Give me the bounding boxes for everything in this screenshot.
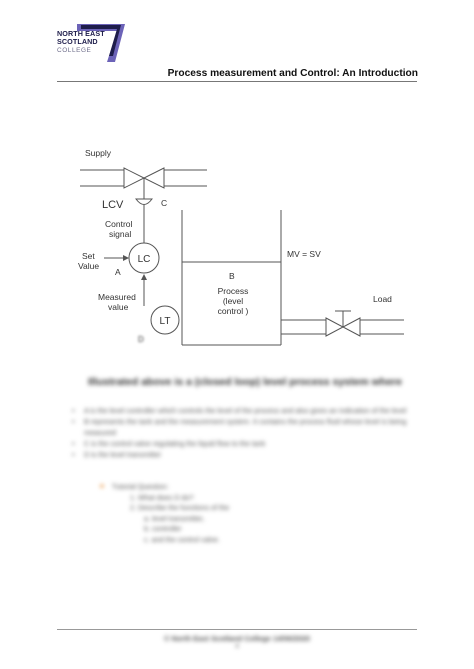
tutorial-sub-a: a. level transmitter, [144, 513, 205, 523]
diagram-caption: Illustrated above is a (closed loop) level process system where [88, 376, 402, 388]
label-control-signal-2: signal [109, 229, 132, 239]
tutorial-heading: ■ Tutorial Question: [100, 482, 229, 493]
label-supply: Supply [85, 148, 111, 158]
label-c: C [161, 198, 168, 208]
label-process-1: Process [217, 286, 249, 296]
label-lcv: LCV [102, 199, 124, 211]
tutorial-question [100, 482, 229, 546]
label-measured-value-1: Measured [98, 292, 136, 302]
list-item: • C is the control valve regulating the liquid flow to the tank [72, 438, 417, 449]
label-set-value-1: Set [82, 251, 95, 261]
tutorial-q1: 1. What does D do? [130, 492, 194, 502]
measured-value-arrow [141, 274, 147, 306]
logo-line-3: COLLEGE [57, 46, 92, 54]
set-value-arrow [104, 255, 129, 261]
logo-line-1: NORTH EAST [57, 29, 105, 38]
footer-copyright: © North East Scotland College 14/06/2020 [164, 634, 310, 643]
label-process-2: (level [222, 296, 244, 306]
label-d: D [138, 335, 144, 344]
label-lc: LC [137, 254, 151, 265]
tutorial-sub-c: c. and the control valve. [144, 534, 220, 544]
label-set-value-2: Value [78, 261, 100, 271]
label-process-3: control ) [217, 306, 249, 316]
label-b: B [229, 271, 235, 281]
label-mv-sv: MV = SV [287, 249, 321, 259]
page-title: Process measurement and Control: An Introduction [167, 68, 418, 79]
label-load: Load [373, 294, 392, 304]
list-item: • D is the level transmitter [72, 449, 417, 460]
explanation-list [72, 405, 417, 460]
label-control-signal-1: Control [105, 219, 133, 229]
label-measured-value-2: value [108, 302, 129, 312]
logo-line-2: SCOTLAND [57, 37, 98, 47]
control-valve-lcv [124, 168, 164, 205]
footer-divider [57, 629, 417, 630]
label-a: A [115, 267, 121, 277]
tutorial-q2: 2. Describe the functions of the [130, 503, 230, 513]
list-item: • A is the level controller which controls the level of the process and also gives an indication of the level [72, 405, 417, 416]
tutorial-sub-b: b. controller [144, 524, 182, 534]
page-number: 4 [235, 643, 239, 650]
list-item: • B represents the tank and the measurement system. It contains the process fluid whose level is being measured [72, 416, 417, 438]
load-valve [326, 311, 360, 336]
label-lt: LT [159, 316, 171, 327]
